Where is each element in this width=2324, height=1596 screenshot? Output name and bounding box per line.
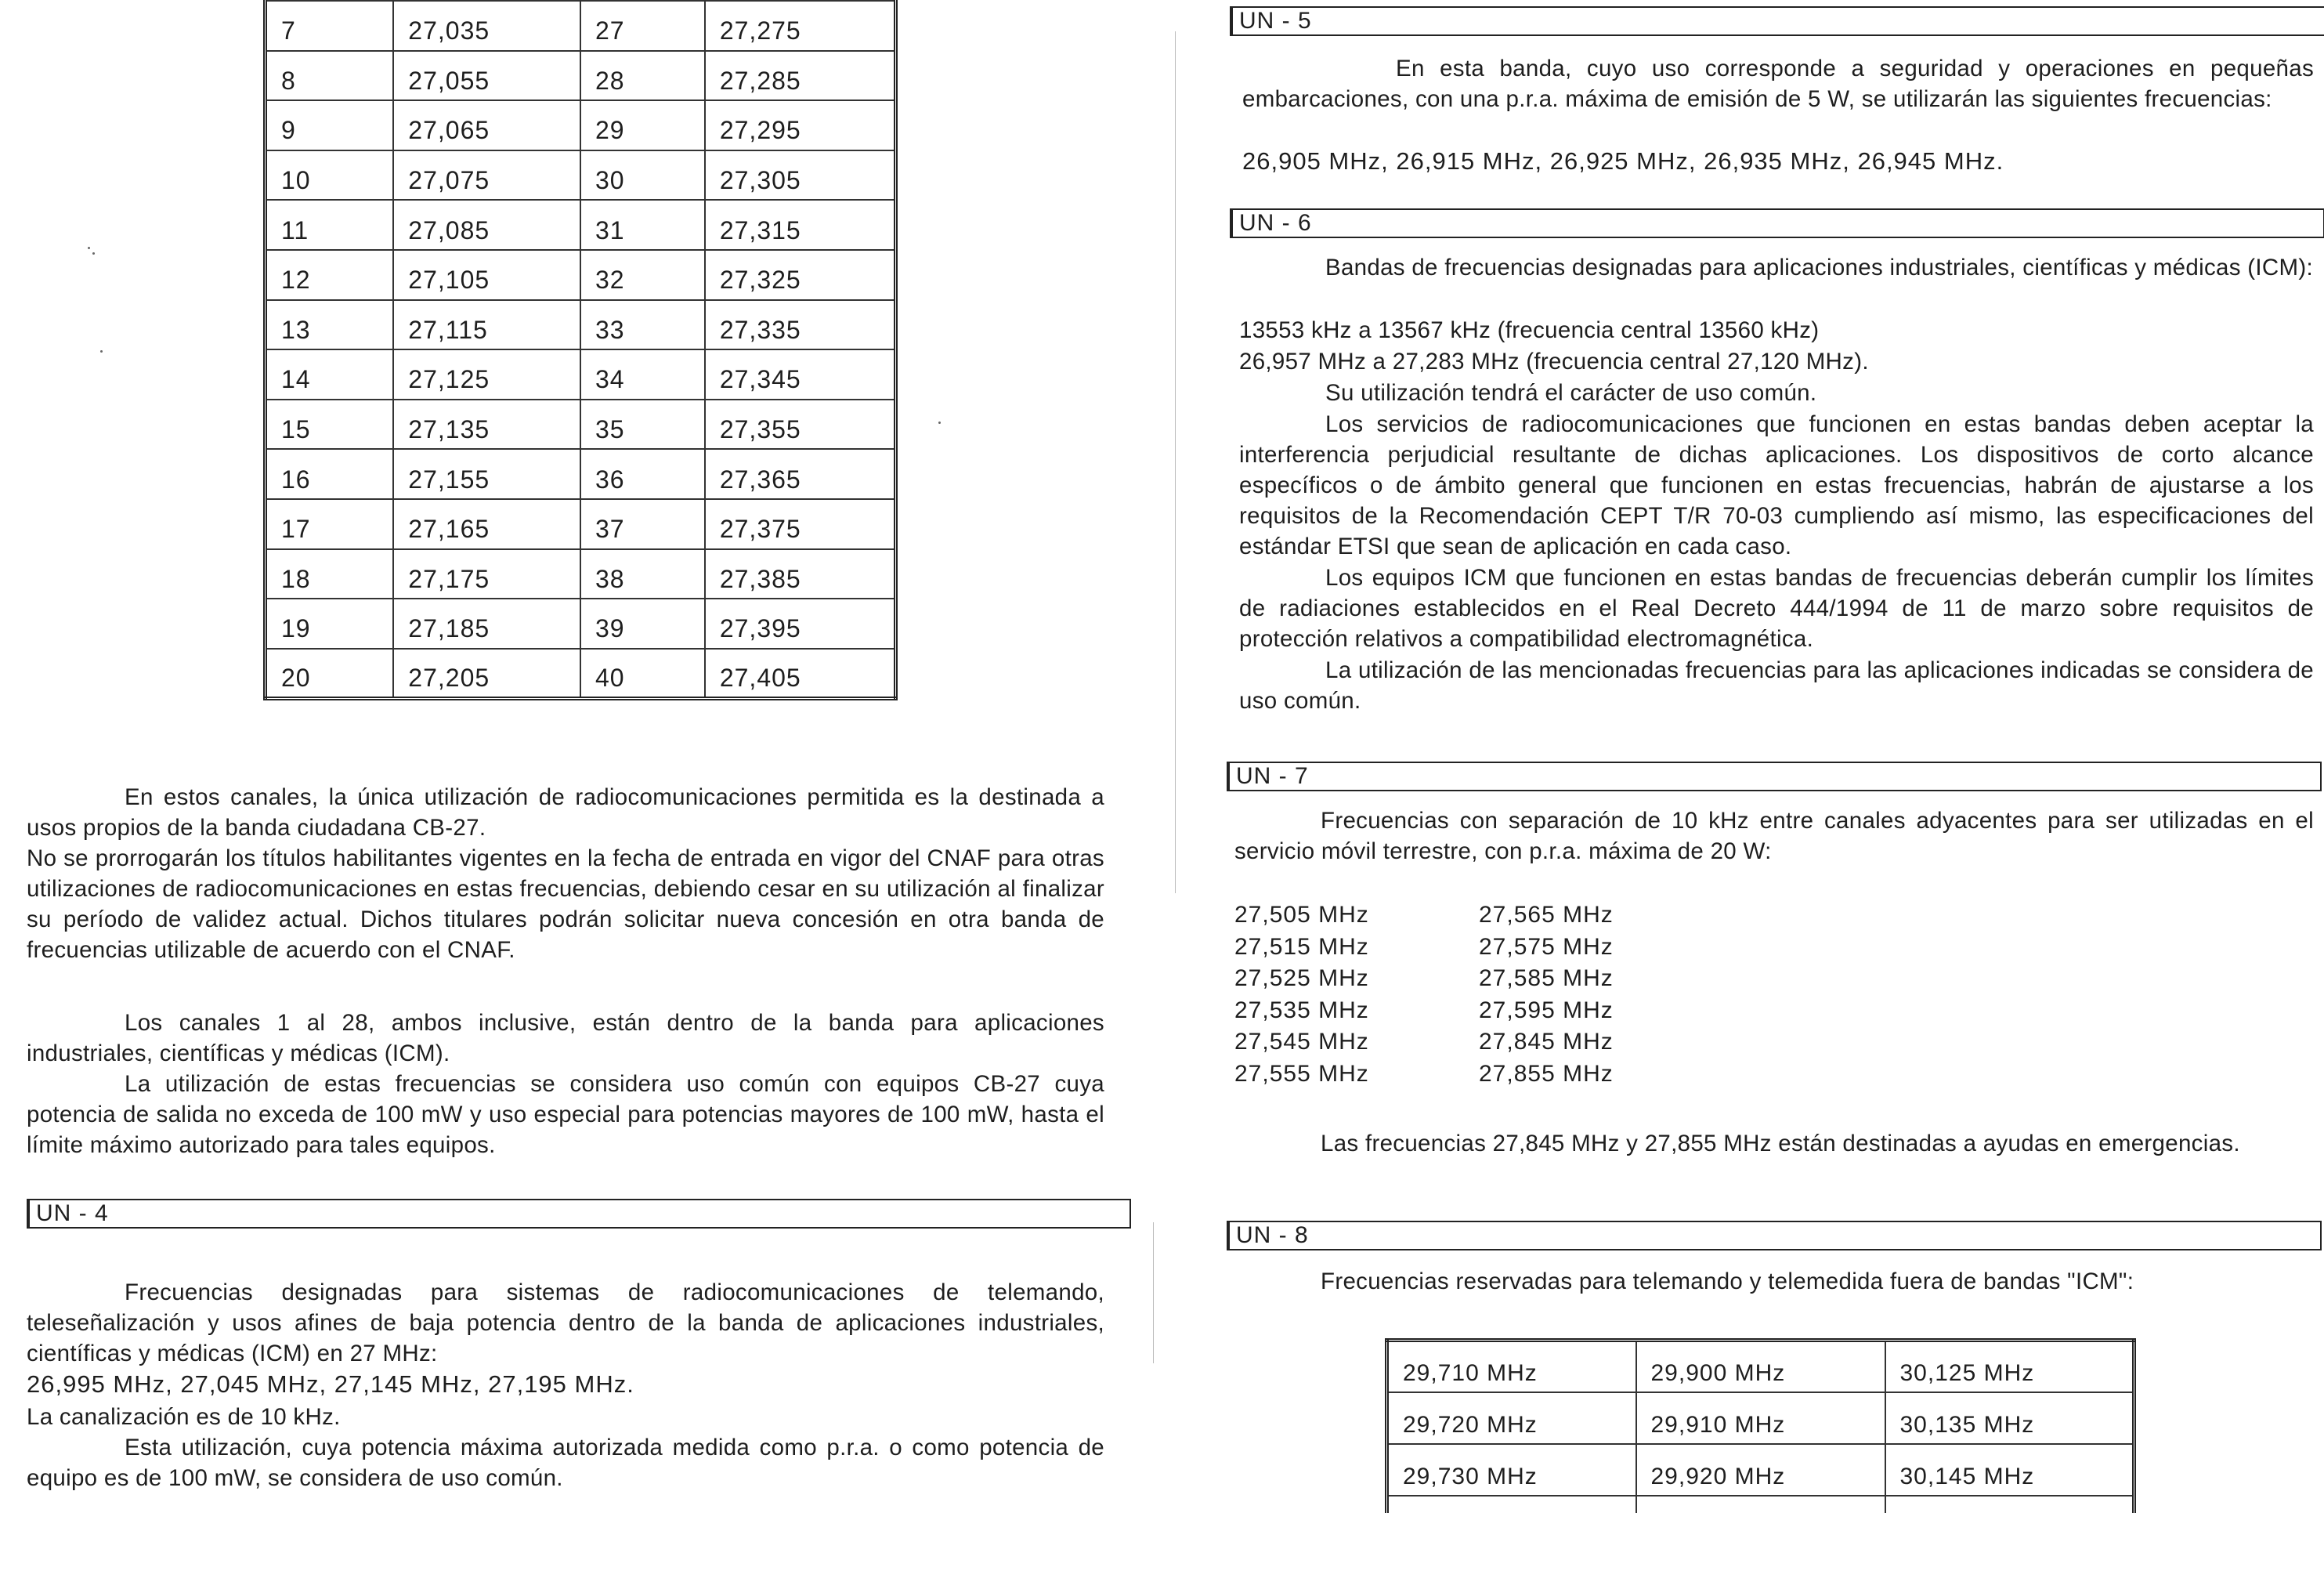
channel-frequency-cell: 27,125 [393,349,580,400]
frequency-value: 27,845 MHz [1479,1029,1614,1055]
empty-cell [1885,1496,2134,1513]
channel-number-cell: 8 [266,51,394,101]
channel-number-cell: 38 [580,549,705,599]
channel-frequency-cell: 27,175 [393,549,580,599]
channel-number-cell: 32 [580,250,705,300]
un4-channelization: La canalización es de 10 kHz. [27,1404,341,1430]
scan-speck [88,247,90,249]
channel-number-cell: 35 [580,400,705,450]
scan-speck [100,350,103,353]
table-row [266,250,896,300]
un6-common-use: Su utilización tendrá el carácter de uso común. [1325,380,1817,406]
table-row [266,549,896,599]
license-extension-paragraph: No se prorrogarán los títulos habilitantes vigentes en la fecha de entrada en vigor del CNAF para otras utilizaciones de radiocomunicaciones en estas frecuencias, debiendo cesar en su utilización al finalizar su período de validez actual. Dichos titulares podrán solicitar nueva concesión en otra banda de frecuencias utilizable de acuerdo con el CNAF. [27,845,1104,963]
section-header-un6: UN - 6 [1230,208,2324,238]
channel-frequency-cell: 27,075 [393,150,580,201]
table-row [266,400,896,450]
channel-number-cell: 16 [266,449,394,499]
channel-frequency-cell: 27,185 [393,599,580,649]
section-header-un8: UN - 8 [1227,1221,2322,1250]
frequency-cell: 29,730 MHz [1387,1444,1636,1496]
section-header-un4: UN - 4 [27,1199,1131,1229]
gutter-line [1153,1222,1154,1363]
frequency-cell: 30,145 MHz [1885,1444,2134,1496]
channel-frequency-cell: 27,345 [705,349,896,400]
un5-frequencies: 26,905 MHz, 26,915 MHz, 26,925 MHz, 26,935 MHz, 26,945 MHz. [1242,147,2004,175]
channel-number-cell: 34 [580,349,705,400]
channel-frequency-cell: 27,375 [705,499,896,549]
channel-frequency-cell: 27,295 [705,100,896,150]
un5-description: En esta banda, cuyo uso corresponde a seguridad y operaciones en pequeñas embarcaciones, con una p.r.a. máxima de emisión de 5 W, se utilizarán las siguientes frecuencias: [1242,56,2314,112]
frequency-cell: 29,920 MHz [1636,1444,1885,1496]
un4-description: Frecuencias designadas para sistemas de radiocomunicaciones de telemando, teleseñalización y usos afines de baja potencia dentro de la banda de aplicaciones industriales, científicas y médicas (ICM) en 27 MHz: [27,1279,1104,1366]
cb27-usage-paragraph: En estos canales, la única utilización de radiocomunicaciones permitida es la destinada a usos propios de la banda ciudadana CB-27. [27,784,1104,841]
table-row [266,1,896,51]
empty-cell [1387,1496,1636,1513]
channel-frequency-cell: 27,135 [393,400,580,450]
channel-number-cell: 15 [266,400,394,450]
frequency-value: 27,565 MHz [1479,902,1614,928]
channel-number-cell: 36 [580,449,705,499]
frequency-value: 27,535 MHz [1234,997,1369,1023]
list-item [1234,995,1614,1027]
frequency-value: 27,585 MHz [1479,965,1614,991]
list-item [1234,963,1614,995]
icm-channels-paragraph: Los canales 1 al 28, ambos inclusive, están dentro de la banda para aplicaciones industriales, científicas y médicas (ICM). [27,1010,1104,1066]
channel-number-cell: 37 [580,499,705,549]
channel-frequency-cell: 27,315 [705,200,896,250]
channel-frequency-cell: 27,275 [705,1,896,51]
frequency-value: 27,595 MHz [1479,997,1614,1023]
channel-number-cell: 14 [266,349,394,400]
channel-frequency-cell: 27,035 [393,1,580,51]
section-header-un7: UN - 7 [1227,762,2322,791]
empty-cell [1636,1496,1885,1513]
frequency-value: 27,555 MHz [1234,1060,1369,1087]
channel-frequency-cell: 27,115 [393,300,580,350]
table-row [266,349,896,400]
table-row [266,200,896,250]
table-row [266,599,896,649]
channel-frequency-cell: 27,325 [705,250,896,300]
channel-number-cell: 31 [580,200,705,250]
un8-description: Frecuencias reservadas para telemando y telemedida fuera de bandas "ICM": [1321,1268,2134,1294]
channel-number-cell: 28 [580,51,705,101]
channel-frequency-cell: 27,065 [393,100,580,150]
channel-number-cell: 9 [266,100,394,150]
channel-frequency-cell: 27,335 [705,300,896,350]
channel-frequency-cell: 27,155 [393,449,580,499]
channel-number-cell: 11 [266,200,394,250]
table-row [1387,1392,2134,1444]
un6-band-1: 13553 kHz a 13567 kHz (frecuencia central 13560 kHz) [1239,317,1820,343]
channel-number-cell: 40 [580,649,705,699]
channel-frequency-cell: 27,205 [393,649,580,699]
channel-frequency-cell: 27,285 [705,51,896,101]
section-header-un5: UN - 5 [1230,6,2324,36]
frequency-value: 27,525 MHz [1234,965,1369,991]
table-row [266,300,896,350]
scan-speck [938,422,941,424]
channel-frequency-cell: 27,355 [705,400,896,450]
frequency-value: 27,855 MHz [1479,1060,1614,1087]
frequency-cell: 29,900 MHz [1636,1341,1885,1392]
channel-number-cell: 39 [580,599,705,649]
channel-number-cell: 18 [266,549,394,599]
channel-frequency-cell: 27,405 [705,649,896,699]
channel-number-cell: 27 [580,1,705,51]
frequency-value: 27,545 MHz [1234,1029,1369,1055]
channel-number-cell: 20 [266,649,394,699]
table-row [266,150,896,201]
frequency-value: 27,575 MHz [1479,933,1614,960]
channel-frequency-cell: 27,365 [705,449,896,499]
channel-number-cell: 12 [266,250,394,300]
channel-number-cell: 33 [580,300,705,350]
channel-number-cell: 10 [266,150,394,201]
channel-number-cell: 17 [266,499,394,549]
un7-emergency-paragraph: Las frecuencias 27,845 MHz y 27,855 MHz están destinadas a ayudas en emergencias. [1321,1131,2240,1156]
un6-icm-equipment-paragraph: Los equipos ICM que funcionen en estas bandas de frecuencias deberán cumplir los límites de radiaciones establecidos en el Real Decreto 444/1994 de 11 de marzo sobre requisitos de protección relativos a compatibilidad electromagnética. [1239,565,2314,652]
frequency-cell: 30,125 MHz [1885,1341,2134,1392]
table-row [266,449,896,499]
list-item [1234,932,1614,964]
channel-frequency-cell: 27,085 [393,200,580,250]
channel-frequency-cell: 27,305 [705,150,896,201]
channel-frequency-cell: 27,385 [705,549,896,599]
table-row [266,649,896,699]
un4-power-paragraph: Esta utilización, cuya potencia máxima autorizada medida como p.r.a. o como potencia de equipo es de 100 mW, se considera de uso común. [27,1435,1104,1491]
channel-number-cell: 29 [580,100,705,150]
channel-frequency-cell: 27,055 [393,51,580,101]
frequency-cell: 29,910 MHz [1636,1392,1885,1444]
un8-frequency-table [1385,1338,2136,1513]
channel-frequency-cell: 27,395 [705,599,896,649]
channel-number-cell: 19 [266,599,394,649]
frequency-cell: 29,720 MHz [1387,1392,1636,1444]
channel-frequency-cell: 27,165 [393,499,580,549]
frequency-cell: 29,710 MHz [1387,1341,1636,1392]
scan-speck [92,252,95,255]
table-row [266,51,896,101]
un7-description: Frecuencias con separación de 10 kHz entre canales adyacentes para ser utilizadas en el servicio móvil terrestre, con p.r.a. máxima de 20 W: [1234,808,2314,864]
list-item [1234,899,1614,932]
table-row [1387,1444,2134,1496]
channel-number-cell: 30 [580,150,705,201]
frequency-cell: 30,135 MHz [1885,1392,2134,1444]
un6-services-paragraph: Los servicios de radiocomunicaciones que funcionen en estas bandas deben aceptar la interferencia perjudicial resultante de dichas aplicaciones. Los dispositivos de corto alcance específicos o de ámbito general que funcionen en estas frecuencias, habrán de ajustarse a los requisitos de la Recomendación CEPT T/R 70-03 cumpliendo así mismo, las especificaciones del estándar ETSI que sean de aplicación en cada caso. [1239,411,2314,559]
gutter-line [1175,31,1176,893]
frequency-value: 27,505 MHz [1234,902,1369,928]
table-row [266,499,896,549]
channel-number-cell: 13 [266,300,394,350]
table-row [1387,1341,2134,1392]
table-row-continuation [1387,1496,2134,1513]
table-row [266,100,896,150]
channel-frequency-table [263,0,898,700]
un6-description: Bandas de frecuencias designadas para aplicaciones industriales, científicas y médicas (ICM): [1325,255,2313,280]
frequency-value: 27,515 MHz [1234,933,1369,960]
channel-number-cell: 7 [266,1,394,51]
channel-frequency-cell: 27,105 [393,250,580,300]
un7-frequency-list [1234,899,1614,1090]
list-item [1234,1026,1614,1059]
common-use-paragraph: La utilización de estas frecuencias se considera uso común con equipos CB-27 cuya potencia de salida no exceda de 100 mW y uso especial para potencias mayores de 100 mW, hasta el límite máximo autorizado para tales equipos. [27,1071,1104,1158]
list-item [1234,1059,1614,1091]
un6-band-2: 26,957 MHz a 27,283 MHz (frecuencia central 27,120 MHz). [1239,349,1869,375]
un4-frequencies: 26,995 MHz, 27,045 MHz, 27,145 MHz, 27,195 MHz. [27,1370,634,1398]
un6-common-use-paragraph: La utilización de las mencionadas frecuencias para las aplicaciones indicadas se considera de uso común. [1239,657,2314,714]
